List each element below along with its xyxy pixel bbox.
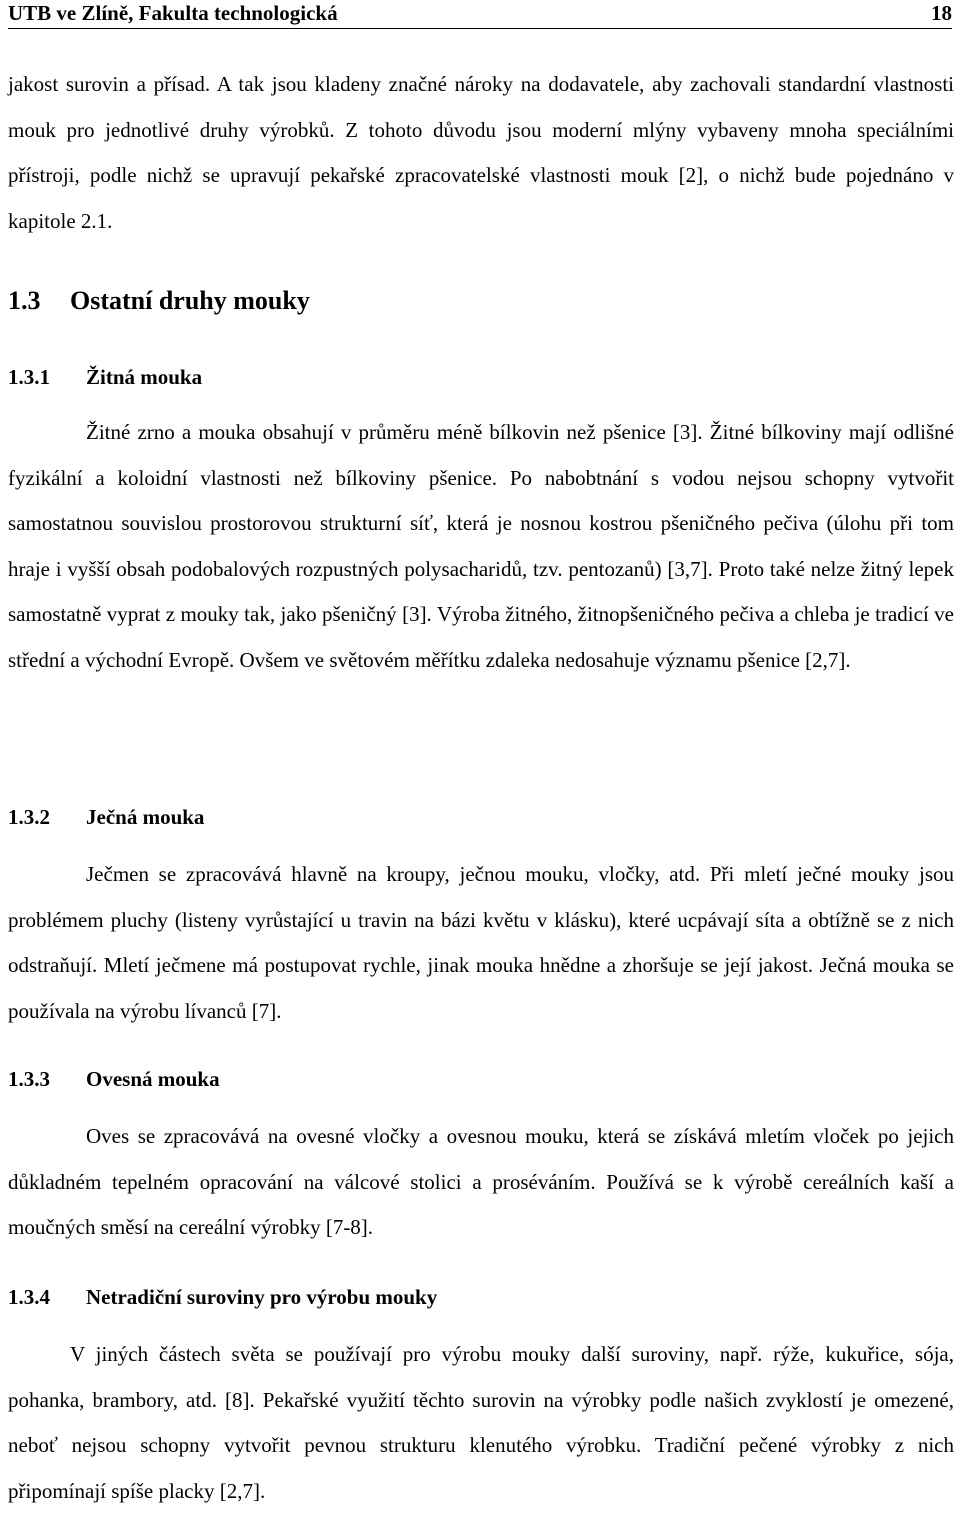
subsection-heading (8, 1285, 437, 1310)
subsection-paragraph: V jiných částech světa se používají pro výrobu mouky další suroviny, např. rýže, kukuřice, sója, pohanka, brambory, atd. [8]. Pekařské využití těchto surovin na výrobky podle našich zvyklostí je omezené, neboť nejsou schopny vytvořit pevnou strukturu klenutého výrobku. Tradiční pečené výrobky z nich připomínají spíše placky [2,7]. (8, 1342, 954, 1503)
subsection-number: 1.3.2 (8, 805, 50, 829)
section-heading (8, 286, 310, 316)
subsection-number: 1.3.1 (8, 365, 50, 389)
subsection-number: 1.3.3 (8, 1067, 50, 1091)
subsection-heading (8, 1067, 220, 1092)
subsection-title: Ječná mouka (86, 805, 205, 829)
subsection-heading (8, 805, 204, 830)
subsection-paragraph: Oves se zpracovává na ovesné vločky a ovesnou mouku, která se získává mletím vloček po jejich důkladném tepelném opracování na válcové stolici a proséváním. Používá se k výrobě cereálních kaší a moučných směsí na cereální výrobky [7-8]. (8, 1124, 954, 1239)
subsection-title: Ovesná mouka (86, 1067, 220, 1091)
subsection-paragraph: Ječmen se zpracovává hlavně na kroupy, ječnou mouku, vločky, atd. Při mletí ječné mouky jsou problémem pluchy (listeny vyrůstající u travin na bázi květu v klásku), které ucpávají síta a obtížně se z nich odstraňují. Mletí ječmene má postupovat rychle, jinak mouka hnědne a zhoršuje se její jakost. Ječná mouka se používala na výrobu lívanců [7]. (8, 862, 954, 1023)
page-number: 18 (931, 1, 952, 25)
intro-paragraph: jakost surovin a přísad. A tak jsou kladeny značné nároky na dodavatele, aby zachovali standardní vlastnosti mouk pro jednotlivé druhy výrobků. Z tohoto důvodu jsou moderní mlýny vybaveny mnoha speciálními přístroji, podle nichž se upravují pekařské zpracovatelské vlastnosti mouk [2], o nichž bude pojednáno v kapitole 2.1. (8, 72, 954, 233)
section-title: Ostatní druhy mouky (70, 286, 310, 315)
subsection-title: Netradiční suroviny pro výrobu mouky (86, 1285, 438, 1309)
header-title: UTB ve Zlíně, Fakulta technologická (8, 1, 338, 25)
section-number: 1.3 (8, 286, 41, 315)
running-header (8, 0, 952, 29)
subsection-paragraph: Žitné zrno a mouka obsahují v průměru méně bílkovin než pšenice [3]. Žitné bílkoviny mají odlišné fyzikální a koloidní vlastnosti než bílkoviny pšenice. Po nabobtnání s vodou nejsou schopny vytvořit samostatnou souvislou prostorovou strukturní síť, která je nosnou kostrou pšeničného pečiva (úlohu při tom hraje i vyšší obsah podobalových rozpustných polysacharidů, tzv. pentozanů) [3,7]. Proto také nelze žitný lepek samostatně vyprat z mouky tak, jako pšeničný [3]. Výroba žitného, žitnopšeničného pečiva a chleba je tradicí ve střední a východní Evropě. Ovšem ve světovém měřítku zdaleka nedosahuje významu pšenice [2,7]. (8, 420, 954, 672)
subsection-title: Žitná mouka (86, 365, 203, 389)
subsection-number: 1.3.4 (8, 1285, 50, 1309)
subsection-heading (8, 365, 202, 390)
